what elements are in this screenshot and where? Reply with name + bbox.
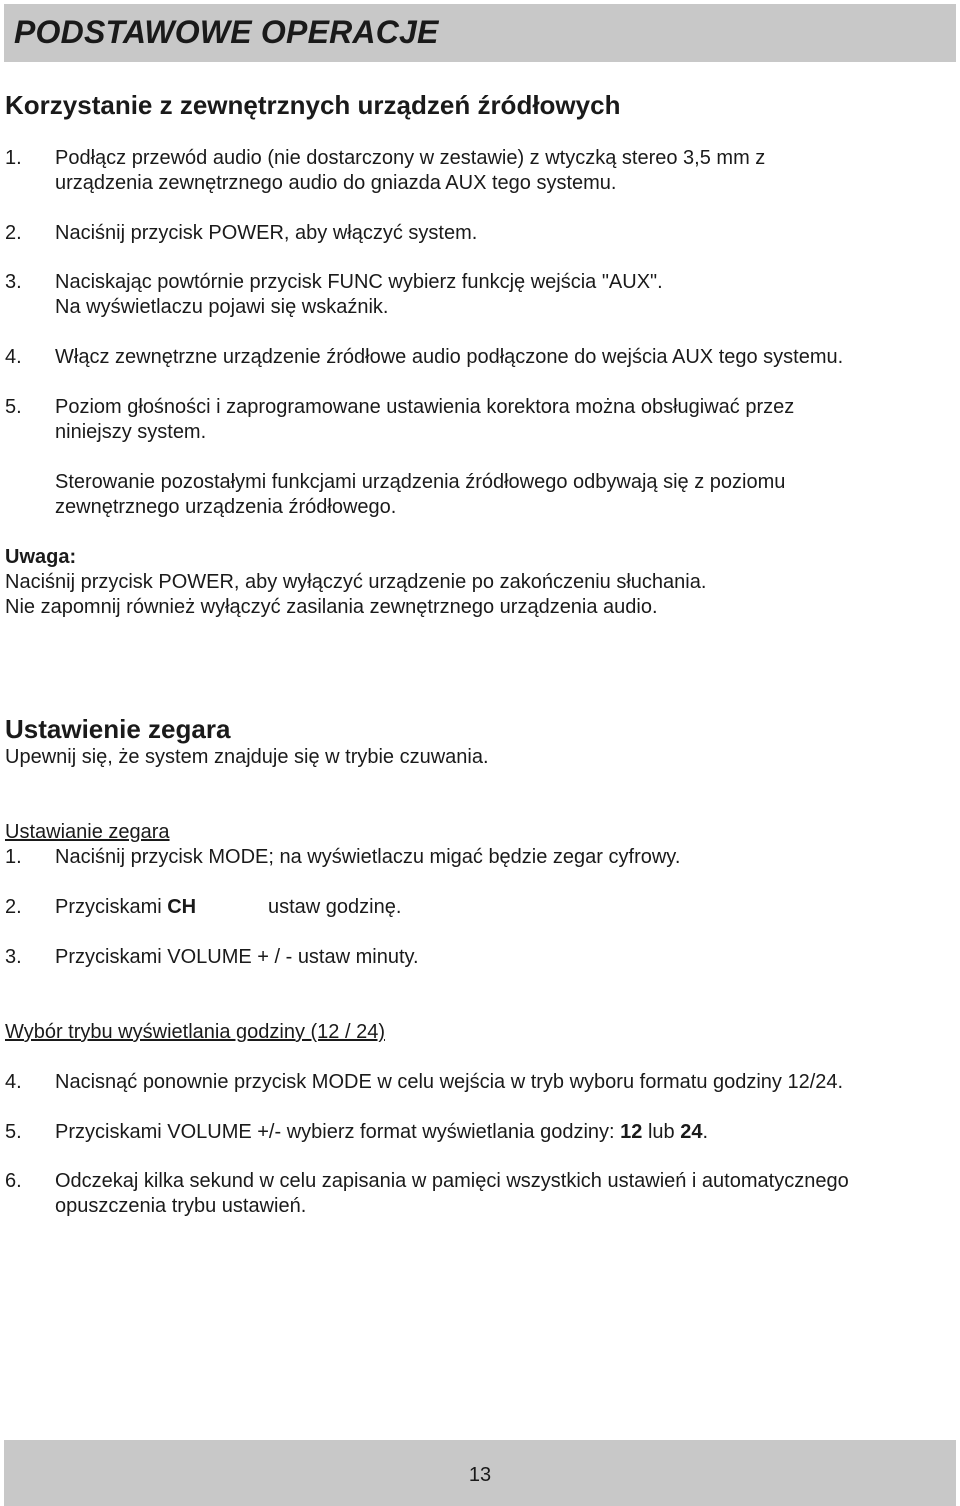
- format-subsection-title: Wybór trybu wyświetlania godziny (12 / 24): [5, 1021, 385, 1043]
- extra-note: Sterowanie pozostałymi funkcjami urządzenia źródłowego odbywają się z poziomu: [55, 471, 786, 493]
- step-text: urządzenia zewnętrznego audio do gniazda AUX tego systemu.: [55, 172, 617, 194]
- step-text: Naciskając powtórnie przycisk FUNC wybierz funkcję wejścia "AUX".: [55, 271, 663, 293]
- step-number: 2.: [5, 896, 22, 918]
- warning-text: Naciśnij przycisk POWER, aby wyłączyć urządzenie po zakończeniu słuchania.: [5, 571, 707, 593]
- step-text: opuszczenia trybu ustawień.: [55, 1195, 307, 1217]
- step-text: Naciśnij przycisk POWER, aby włączyć system.: [55, 222, 478, 244]
- clock-section-heading: Ustawienie zegara: [5, 714, 231, 744]
- step-text-part: Przyciskami VOLUME +/- wybierz format wyświetlania godziny:: [55, 1121, 621, 1143]
- step-text-part: ustaw godzinę.: [268, 896, 402, 918]
- step-number: 4.: [5, 346, 22, 368]
- step-number: 3.: [5, 946, 22, 968]
- warning-text: Nie zapomnij również wyłączyć zasilania zewnętrznego urządzenia audio.: [5, 596, 658, 618]
- format-12: 12: [620, 1121, 643, 1143]
- extra-note: zewnętrznego urządzenia źródłowego.: [55, 496, 397, 518]
- step-text: Na wyświetlaczu pojawi się wskaźnik.: [55, 296, 389, 318]
- step-text: Naciśnij przycisk MODE; na wyświetlaczu migać będzie zegar cyfrowy.: [55, 846, 681, 868]
- warning-label: Uwaga:: [5, 546, 77, 568]
- clock-subsection-title: Ustawianie zegara: [5, 821, 170, 843]
- step-text: Włącz zewnętrzne urządzenie źródłowe audio podłączone do wejścia AUX tego systemu.: [55, 346, 844, 368]
- ch-button-label: CH: [167, 896, 197, 918]
- format-24: 24: [680, 1121, 703, 1143]
- step-text: Przyciskami VOLUME + / - ustaw minuty.: [55, 946, 419, 968]
- step-number: 3.: [5, 271, 22, 293]
- step-text: [55, 1120, 708, 1145]
- page-number: 13: [468, 1464, 492, 1486]
- step-number: 4.: [5, 1071, 22, 1093]
- step-text-part: .: [702, 1121, 709, 1143]
- step-number: 1.: [5, 147, 22, 169]
- clock-intro: Upewnij się, że system znajduje się w trybie czuwania.: [5, 746, 489, 768]
- step-text: [55, 895, 196, 920]
- page-title: PODSTAWOWE OPERACJE: [14, 14, 439, 50]
- step-text: Nacisnąć ponownie przycisk MODE w celu wejścia w tryb wyboru formatu godziny 12/24.: [55, 1071, 844, 1093]
- step-text: Podłącz przewód audio (nie dostarczony w zestawie) z wtyczką stereo 3,5 mm z: [55, 147, 766, 169]
- step-number: 6.: [5, 1170, 22, 1192]
- aux-section-heading: Korzystanie z zewnętrznych urządzeń źródłowych: [5, 90, 621, 120]
- step-text-part: lub: [642, 1121, 681, 1143]
- step-number: 5.: [5, 396, 22, 418]
- step-number: 2.: [5, 222, 22, 244]
- step-text-part: Przyciskami: [55, 896, 168, 918]
- step-text: Odczekaj kilka sekund w celu zapisania w pamięci wszystkich ustawień i automatycznego: [55, 1170, 849, 1192]
- step-number: 1.: [5, 846, 22, 868]
- step-text: Poziom głośności i zaprogramowane ustawienia korektora można obsługiwać przez: [55, 396, 795, 418]
- step-text: niniejszy system.: [55, 421, 207, 443]
- step-number: 5.: [5, 1121, 22, 1143]
